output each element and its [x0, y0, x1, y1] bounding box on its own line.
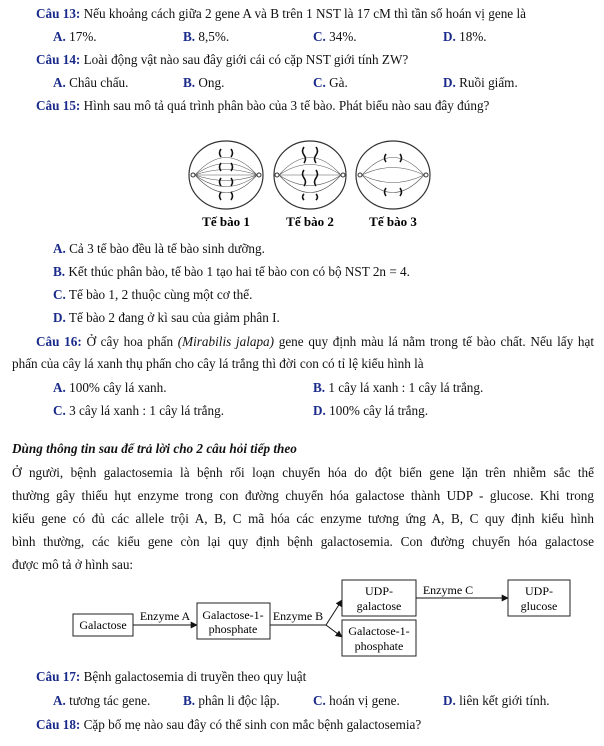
question-16-line-2: phấn của cây lá xanh thụ phấn cho cây lá trắng thì đời con có tỉ lệ kiểu hình là	[12, 356, 424, 371]
question-text: gene quy định màu lá nằm trong tế bào chất. Nếu lấy hạt	[278, 334, 595, 349]
cell-3-drawing	[356, 141, 430, 209]
question-14	[36, 52, 408, 68]
passage-line: kiểu gene có đủ các allele trội A, B, C mã hóa các enzyme tương ứng A, B, C quy định kiểu hình	[12, 511, 594, 526]
option-d[interactable]: D. 18%.	[443, 29, 487, 44]
question-number: Câu 13:	[36, 6, 81, 21]
udp-glucose-label-line-1: UDP-	[524, 584, 554, 598]
question-number: Câu 18:	[36, 717, 81, 732]
option-a[interactable]: A. Cả 3 tế bào đều là tế bào sinh dưỡng.	[53, 241, 265, 256]
cell-division-figure	[180, 138, 440, 230]
cell-1-label: Tế bào 1	[202, 214, 250, 229]
question-number: Câu 16:	[36, 334, 82, 349]
galactose-pathway-diagram	[0, 578, 604, 660]
question-text: Ở cây hoa phấn	[86, 334, 174, 349]
cell-1-drawing	[189, 141, 263, 209]
udp-galactose-label-line-1: UDP-	[364, 584, 394, 598]
question-15	[36, 98, 489, 114]
option-c[interactable]: C. Gà.	[313, 75, 348, 90]
option-a[interactable]: A. 100% cây lá xanh.	[53, 380, 167, 395]
question-number: Câu 15:	[36, 98, 81, 113]
g1p-2-label-line-1: Galactose-1-	[348, 624, 410, 638]
option-c[interactable]: C. Tế bào 1, 2 thuộc cùng một cơ thể.	[53, 287, 253, 302]
cell-2-label: Tế bào 2	[286, 214, 334, 229]
question-text: Bệnh galactosemia di truyền theo quy luật	[83, 669, 307, 684]
option-c[interactable]: C. hoán vị gene.	[313, 693, 400, 708]
udp-galactose-label-line-2: galactose	[356, 599, 402, 613]
option-d[interactable]: D. Tế bào 2 đang ở kì sau của giảm phân I.	[53, 310, 280, 325]
enzyme-b-label: Enzyme B	[272, 609, 324, 623]
passage-line: Ở người, bệnh galactosemia là bệnh rối loạn chuyển hóa do đột biến gene lặn trên nhiễm sắc thể	[12, 465, 594, 480]
enzyme-c-label: Enzyme C	[422, 583, 474, 597]
udp-glucose-label-line-2: glucose	[520, 599, 558, 613]
g1p-label-line-2: phosphate	[208, 622, 258, 636]
question-number: Câu 17:	[36, 669, 81, 684]
option-a[interactable]: A. Châu chấu.	[53, 75, 129, 90]
option-d[interactable]: D. 100% cây lá trắng.	[313, 403, 428, 418]
question-number: Câu 14:	[36, 52, 81, 67]
passage-line: bình thường, các kiểu gene còn lại quy định bệnh galactosemia. Con đường chuyển hóa galactose	[12, 534, 594, 549]
g1p-label-line-1: Galactose-1-	[202, 608, 264, 622]
option-c[interactable]: C. 3 cây lá xanh : 1 cây lá trắng.	[53, 403, 225, 418]
question-17	[36, 669, 306, 685]
option-d[interactable]: D. Ruồi giấm.	[443, 75, 518, 90]
species-name: (Mirabilis jalapa)	[177, 334, 275, 349]
question-text: Hình sau mô tả quá trình phân bào của 3 tế bào. Phát biểu nào sau đây đúng?	[83, 98, 490, 113]
enzyme-a-label: Enzyme A	[139, 609, 191, 623]
question-13	[36, 6, 526, 22]
arrow-to-galactose-1-phosphate	[326, 625, 342, 637]
question-text: Nếu khoảng cách giữa 2 gene A và B trên 1 NST là 17 cM thì tần số hoán vị gene là	[83, 6, 526, 21]
option-b[interactable]: B. phân li độc lập.	[183, 693, 280, 708]
passage-line: thường gây thiếu hụt enzyme trong con đường chuyển hóa galactose thành UDP - glucose. Khi trong	[12, 488, 594, 503]
option-b[interactable]: B. Kết thúc phân bào, tế bào 1 tạo hai tế bào con có bộ NST 2n = 4.	[53, 264, 410, 279]
option-a[interactable]: A. 17%.	[53, 29, 97, 44]
question-text: Cặp bố mẹ nào sau đây có thể sinh con mắc bệnh galactosemia?	[83, 717, 422, 732]
cell-3-label: Tế bào 3	[369, 214, 417, 229]
option-b[interactable]: B. 1 cây lá xanh : 1 cây lá trắng.	[313, 380, 484, 395]
arrow-to-udp-galactose	[326, 600, 342, 625]
question-text: Loài động vật nào sau đây giới cái có cặp NST giới tính ZW?	[83, 52, 409, 67]
option-a[interactable]: A. tương tác gene.	[53, 693, 151, 708]
option-d[interactable]: D. liên kết giới tính.	[443, 693, 550, 708]
galactose-label: Galactose	[79, 618, 127, 632]
question-16	[36, 334, 594, 350]
question-18	[36, 717, 421, 733]
passage-heading: Dùng thông tin sau để trả lời cho 2 câu hỏi tiếp theo	[12, 441, 297, 456]
passage-line: được mô tả ở hình sau:	[12, 557, 134, 572]
option-c[interactable]: C. 34%.	[313, 29, 357, 44]
option-b[interactable]: B. Ong.	[183, 75, 225, 90]
option-b[interactable]: B. 8,5%.	[183, 29, 230, 44]
cell-2-drawing	[274, 141, 346, 209]
g1p-2-label-line-2: phosphate	[354, 639, 404, 653]
